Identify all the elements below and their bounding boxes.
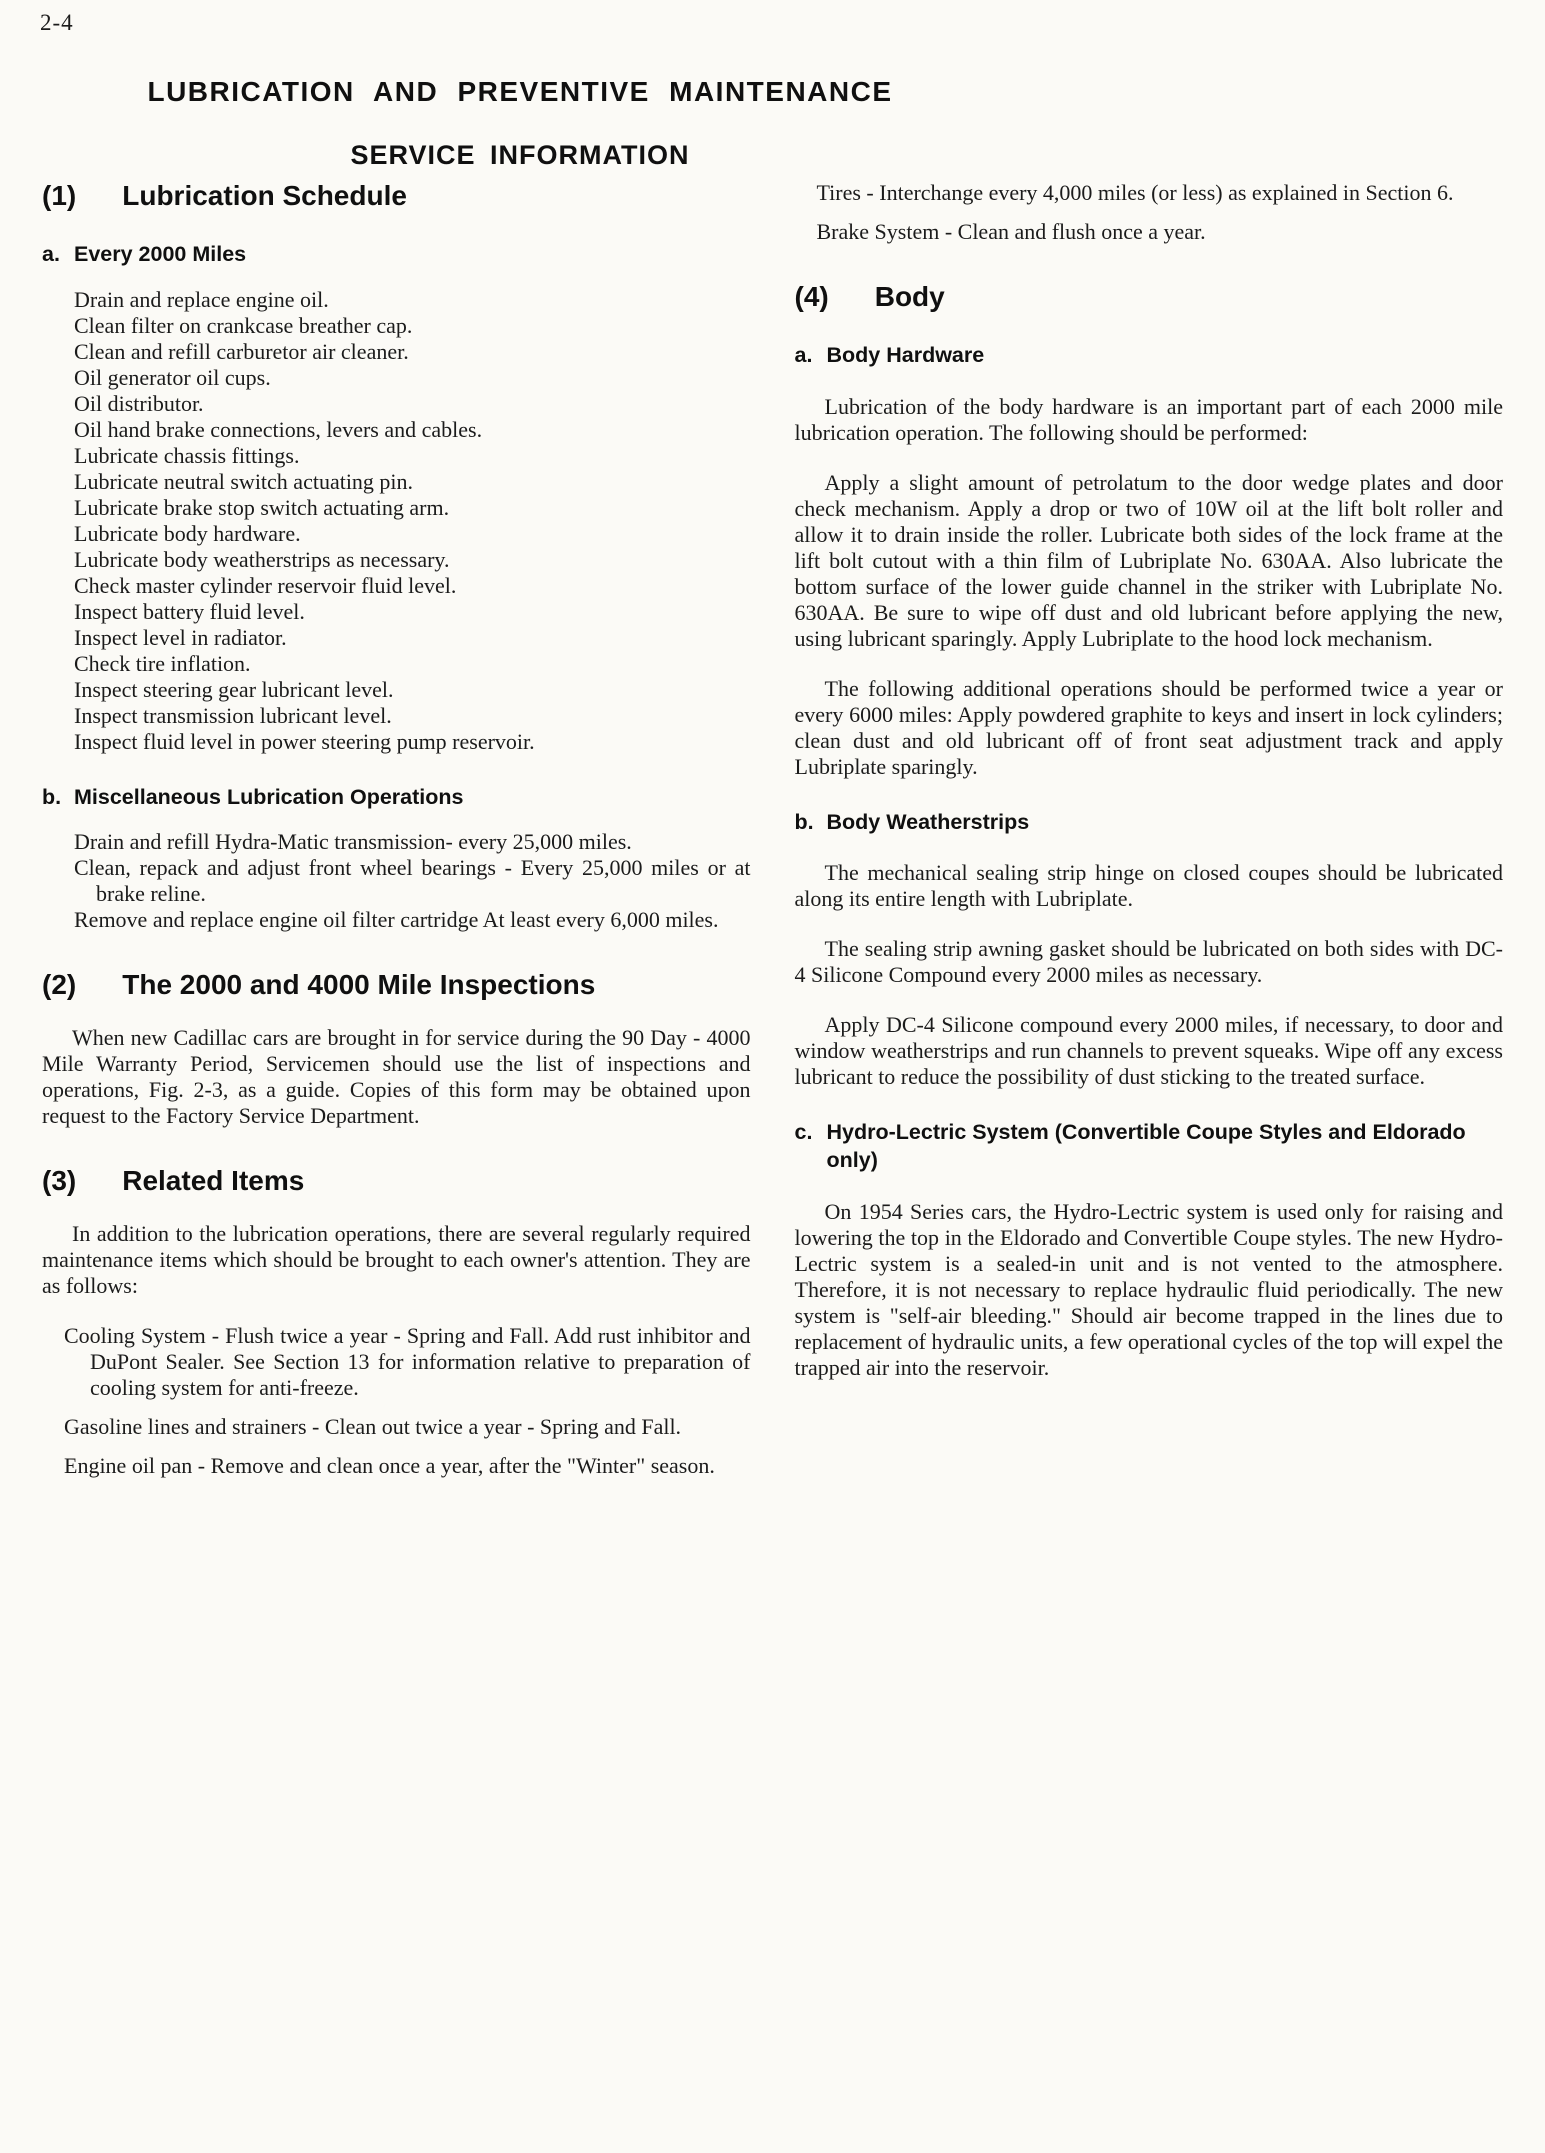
list (795, 180, 1504, 245)
section-heading (42, 180, 751, 212)
list-item: Inspect steering gear lubricant level. (74, 676, 394, 702)
paragraph: The sealing strip awning gasket should be lubricated on both sides with DC-4 Silicone Compound every 2000 miles as necessary. (794, 935, 1503, 987)
list-item: Inspect level in radiator. (74, 624, 287, 650)
section-heading (42, 969, 751, 1001)
list-item: Oil distributor. (74, 390, 204, 416)
page-subtitle: SERVICE INFORMATION (350, 140, 690, 170)
subsection-heading (42, 783, 751, 811)
subsection-letter: a. (42, 242, 60, 267)
page-title: LUBRICATION AND PREVENTIVE MAINTENANCE (147, 76, 893, 107)
paragraph: In addition to the lubrication operations, there are several regularly required maintenance items which should be brought to each owner's attention. They are as follows: (42, 1221, 751, 1299)
paragraph: Lubrication of the body hardware is an important part of each 2000 mile lubrication operation. The following should be performed: (794, 393, 1503, 445)
page-header (0, 0, 1040, 171)
list-item: Clean filter on crankcase breather cap. (74, 312, 413, 338)
right-column (795, 180, 1504, 1479)
paragraph: On 1954 Series cars, the Hydro-Lectric system is used only for raising and lowering the top in the Eldorado and Convertible Coupe styles. The new Hydro-Lectric system is a sealed-in unit and is not vented to the atmosphere. Therefore, it is not necessary to replace hydraulic fluid periodically. The new system is "self-air bleeding." Should air become trapped in the lines due to replacement of hydraulic units, a few operational cycles of the top will expel the trapped air into the reservoir. (794, 1198, 1503, 1380)
list-item: Check tire inflation. (74, 650, 251, 676)
section-title: Lubrication Schedule (122, 180, 407, 211)
list-item: Brake System - Clean and flush once a year. (816, 219, 1206, 244)
paragraph: When new Cadillac cars are brought in for service during the 90 Day - 4000 Mile Warranty Period, Servicemen should use the list of inspections and operations, Fig. 2-3, as a guide. Copies of this form may be obtained upon request to the Factory Service Department. (42, 1025, 751, 1129)
paragraph: Apply DC-4 Silicone compound every 2000 miles, if necessary, to door and window weatherstrips and run channels to prevent squeaks. Wipe off any excess lubricant to reduce the possibility of dust sticking to the treated surface. (794, 1011, 1503, 1089)
section-number: (1) (42, 180, 77, 211)
list (42, 829, 751, 933)
subsection-heading (795, 1118, 1504, 1175)
list-item: Oil hand brake connections, levers and cables. (74, 416, 483, 442)
list (42, 1323, 751, 1479)
paragraph: Apply a slight amount of petrolatum to the door wedge plates and door check mechanism. Apply a drop or two of 10W oil at the lift bolt roller and allow it to drain inside the roller. Lubricate both sides of the lock frame at the lift bolt cutout with a thin film of Lubriplate No. 630AA. Also lubricate the bottom surface of the lower guide channel in the striker with Lubriplate No. 630AA. Be sure to wipe off dust and old lubricant before applying the new, using lubricant sparingly. Apply Lubriplate to the hood lock mechanism. (794, 469, 1503, 651)
left-column (42, 180, 751, 1479)
subsection-title: Body Weatherstrips (826, 809, 1030, 834)
section-title: The 2000 and 4000 Mile Inspections (122, 968, 596, 1000)
list-item: Inspect fluid level in power steering pump reservoir. (74, 728, 535, 754)
list-item: Oil generator oil cups. (74, 364, 271, 390)
list-item: Lubricate body weatherstrips as necessary. (74, 546, 450, 572)
section-number: (2) (42, 968, 77, 1000)
subsection-heading (795, 808, 1504, 836)
paragraph: The following additional operations should be performed twice a year or every 6000 miles: Apply powdered graphite to keys and insert in lock cylinders; clean dust and old lubricant off of front seat adjustment track and apply Lubriplate sparingly. (794, 675, 1503, 779)
page-number: 2-4 (40, 10, 74, 35)
list-item: Clean, repack and adjust front wheel bearings - Every 25,000 miles or at brake reline. (74, 854, 751, 906)
list-item: Lubricate brake stop switch actuating arm. (74, 494, 450, 520)
list-item: Inspect battery fluid level. (74, 598, 305, 624)
list-item: Inspect transmission lubricant level. (74, 702, 392, 728)
subsection-title: Miscellaneous Lubrication Operations (74, 784, 464, 809)
list-item: Check master cylinder reservoir fluid level. (74, 572, 457, 598)
list-item: Drain and refill Hydra-Matic transmission- every 25,000 miles. (74, 828, 632, 854)
subsection-letter: a. (794, 343, 813, 368)
list-item: Clean and refill carburetor air cleaner. (74, 338, 409, 364)
list-item: Drain and replace engine oil. (74, 286, 329, 312)
section-number: (4) (794, 281, 829, 312)
subsection-heading (42, 240, 751, 268)
list-item: Tires - Interchange every 4,000 miles (or less) as explained in Section 6. (816, 180, 1454, 205)
subsection-letter: b. (794, 809, 814, 834)
section-title: Related Items (122, 1165, 305, 1197)
subsection-letter: b. (42, 784, 62, 809)
two-column-body (42, 180, 1503, 1479)
list-item: Lubricate chassis fittings. (74, 442, 300, 468)
subsection-title: Body Hardware (826, 343, 985, 368)
subsection-title: Hydro-Lectric System (Convertible Coupe Styles and Eldorado only) (826, 1119, 1466, 1173)
list-item: Engine oil pan - Remove and clean once a year, after the "Winter" season. (64, 1453, 715, 1479)
paragraph: The mechanical sealing strip hinge on closed coupes should be lubricated along its entire length with Lubriplate. (794, 859, 1503, 911)
list-item: Remove and replace engine oil filter cartridge At least every 6,000 miles. (74, 906, 719, 932)
list (42, 287, 751, 755)
list-item: Lubricate neutral switch actuating pin. (74, 468, 414, 494)
list-item: Gasoline lines and strainers - Clean out twice a year - Spring and Fall. (64, 1414, 682, 1440)
section-number: (3) (42, 1165, 77, 1197)
subsection-letter: c. (794, 1119, 813, 1144)
section-title: Body (874, 281, 945, 312)
subsection-title: Every 2000 Miles (74, 242, 247, 267)
subsection-heading (795, 341, 1504, 369)
list-item: Cooling System - Flush twice a year - Spring and Fall. Add rust inhibitor and DuPont Sealer. See Section 13 for information relative to preparation of cooling system for anti-freeze. (64, 1323, 751, 1401)
section-heading (795, 281, 1504, 313)
section-heading (42, 1165, 751, 1197)
list-item: Lubricate body hardware. (74, 520, 301, 546)
